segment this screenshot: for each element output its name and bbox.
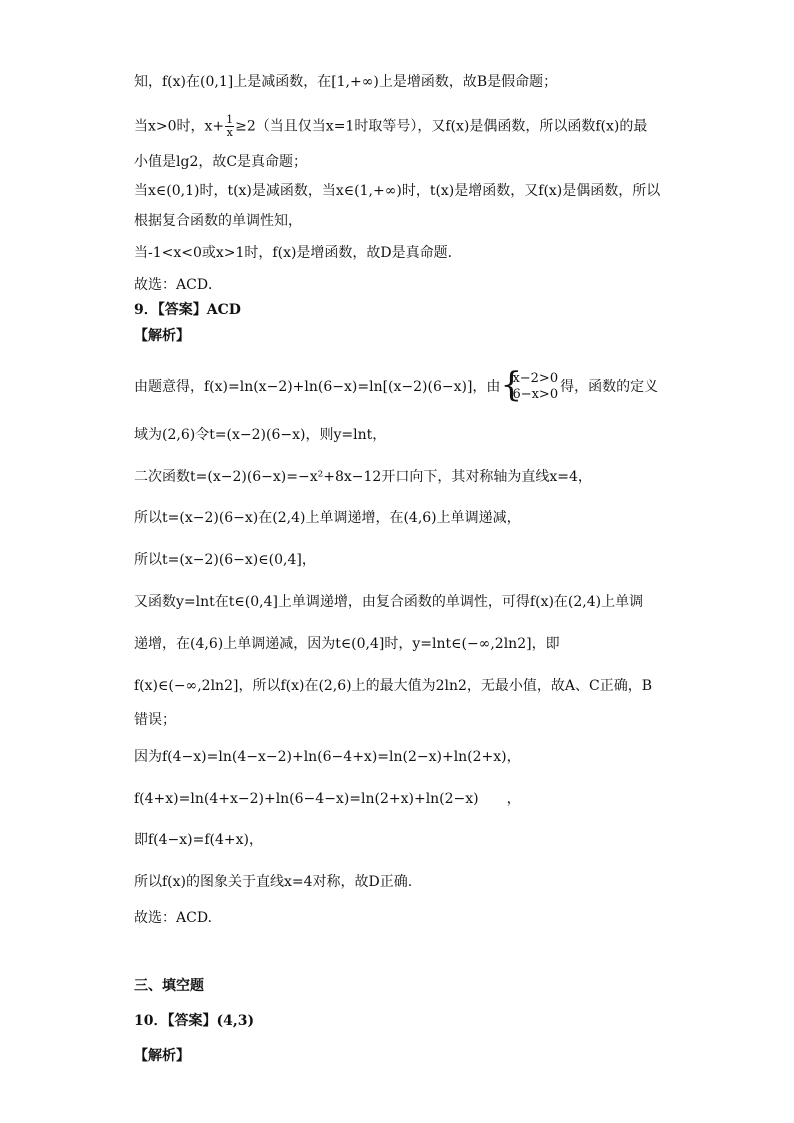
text-segment: ≥2（当且仅当x=1时取等号），又f(x)是偶函数，所以函数f(x)的最 (235, 118, 648, 135)
text-segment: 由题意得，f(x)=ln(x−2)+ln(6−x)=ln[(x−2)(6−x)]，由 (134, 379, 501, 395)
fraction-numerator: 1 (226, 113, 234, 126)
fraction-denominator: x (226, 126, 233, 139)
text-line: 递增，在(4,6)上单调递减，因为t∈(0,4]时，y=lnt∈(−∞,2ln2]，即 (134, 636, 560, 652)
text-line: 又函数y=lnt在t∈(0,4]上单调递增，由复合函数的单调性，可得f(x)在(2,4)上单调 (134, 594, 644, 610)
text-line: 知，f(x)在(0,1]上是减函数，在[1,+∞)上是增函数，故B是假命题； (134, 74, 558, 90)
inequality-system (502, 371, 558, 403)
text-line: 故选：ACD. (134, 910, 212, 926)
text-line: 当x∈(0,1)时，t(x)是减函数，当x∈(1,+∞)时，t(x)是增函数，又f(x)是偶函数，所以 (134, 183, 661, 199)
text-line: 小值是lg2，故C是真命题； (134, 154, 308, 170)
fraction (225, 114, 234, 139)
text-line: 即f(4−x)=f(4+x)， (134, 832, 264, 848)
analysis-heading: 【解析】 (134, 328, 190, 344)
text-line: 错误； (134, 712, 176, 728)
text-line: 当-1<x<0或x>1时，f(x)是增函数，故D是真命题． (134, 245, 462, 261)
text-segment: 得，函数的定义 (560, 379, 659, 395)
text-line: 所以f(x)的图象关于直线x=4对称，故D正确. (134, 874, 413, 890)
text-line (134, 371, 754, 403)
text-line: 因为f(4−x)=ln(4−x−2)+ln(6−4+x)=ln(2−x)+ln(2+x)， (134, 749, 521, 765)
text-line: f(4+x)=ln(4+x−2)+ln(6−4−x)=ln(2+x)+ln(2−x) ， (134, 791, 521, 807)
text-line (134, 114, 754, 139)
text-line: 根据复合函数的单调性知， (134, 213, 302, 229)
text-line: f(x)∈(−∞,2ln2]，所以f(x)在(2,6)上的最大值为2ln2，无最小值，故A、C正确，B (134, 678, 653, 694)
system-row: 6−x>0 (512, 387, 559, 402)
section-heading: 三、填空题 (134, 978, 204, 994)
text-line: 二次函数t=(x−2)(6−x)=−x²+8x−12开口向下，其对称轴为直线x=4， (134, 469, 592, 485)
text-line: 故选：ACD． (134, 277, 223, 293)
answer-heading: 9．【答案】ACD (134, 302, 241, 318)
text-line: 域为(2,6)令t=(x−2)(6−x)，则y=lnt， (134, 427, 387, 443)
system-row: { x−2>0 (512, 371, 559, 386)
analysis-heading: 【解析】 (134, 1048, 190, 1064)
text-line: 所以t=(x−2)(6−x)∈(0,4]， (134, 552, 316, 568)
text-segment: 当x>0时，x+ (134, 118, 225, 135)
answer-heading: 10．【答案】(4,3) (134, 1013, 255, 1029)
text-line: 所以t=(x−2)(6−x)在(2,4)上单调递增，在(4,6)上单调递减， (134, 510, 521, 526)
